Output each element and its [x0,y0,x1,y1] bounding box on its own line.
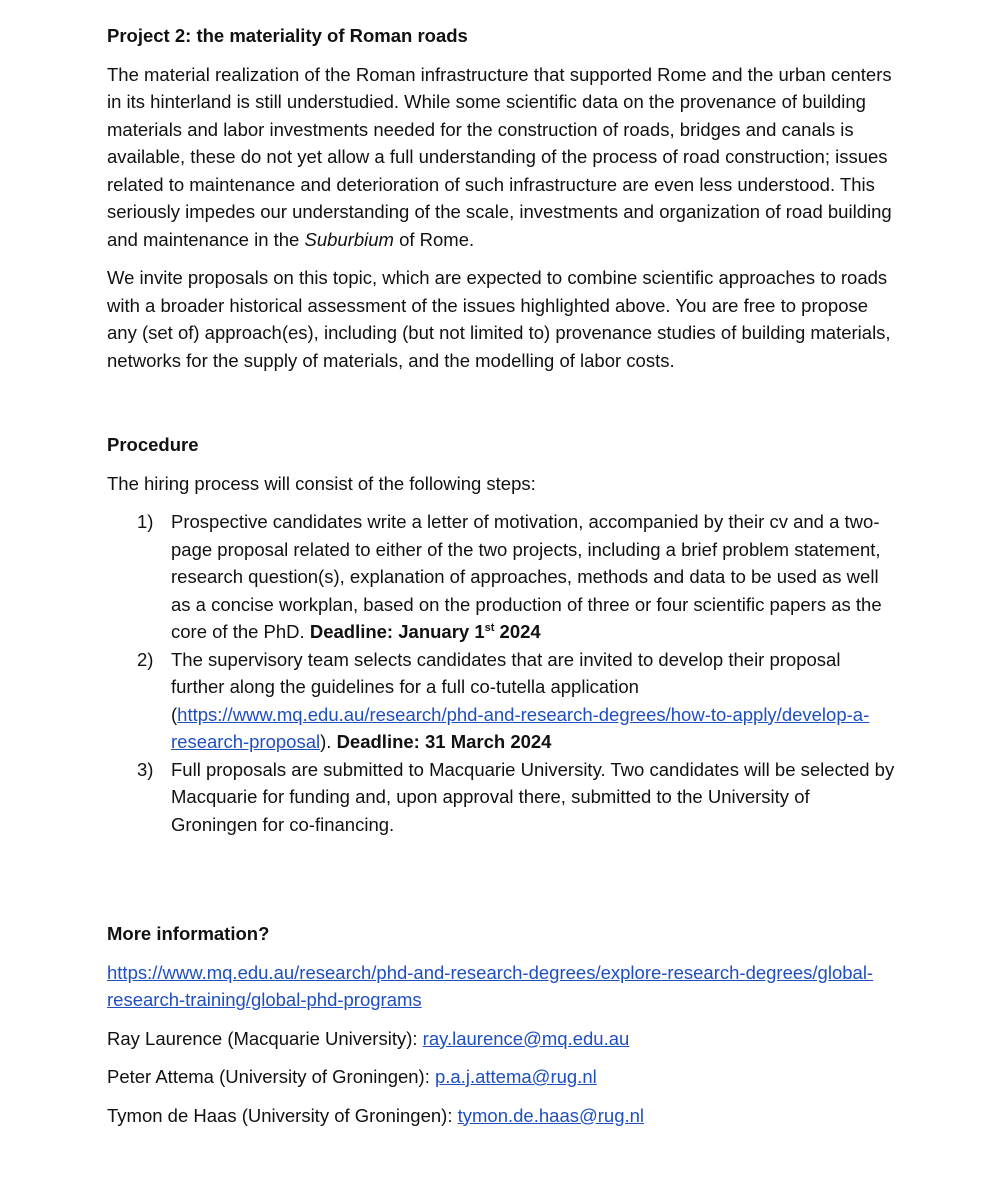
step-1-deadline-date: Deadline: January 1 [309,621,485,642]
step-2 [107,646,897,756]
step-1-deadline-year: 2024 [494,621,541,642]
procedure-steps-list [107,508,897,838]
research-proposal-link[interactable]: https://www.mq.edu.au/research/phd-and-research-degrees/how-to-apply/develop-a-research-proposal [171,703,870,752]
step-3 [107,756,897,839]
contact-label: Tymon de Haas (University of Groningen): [107,1104,458,1126]
step-3-number: 3) [137,758,154,780]
procedure-intro: The hiring process will consist of the following steps: [107,472,536,494]
step-2-deadline: Deadline: 31 March 2024 [336,731,552,752]
contact-ray-laurence [107,1025,897,1053]
email-link-peter-attema[interactable]: p.a.j.attema@rug.nl [435,1066,597,1087]
email-link-ray-laurence[interactable]: ray.laurence@mq.edu.au [422,1027,630,1049]
global-phd-programs-link[interactable]: https://www.mq.edu.au/research/phd-and-research-degrees/explore-research-degrees/global-research-training/global-phd-programs [107,961,874,1010]
contact-peter-attema [107,1063,897,1091]
document-page [107,22,897,1140]
step-3-text: Full proposals are submitted to Macquarie University. Two candidates will be selected by Macquarie for funding and, upon approval there, submitted to the University of Groningen for co-financing. [171,758,895,835]
step-1-number: 1) [137,511,154,532]
step-2-text-end: ). [320,731,337,752]
step-1-deadline [310,621,541,642]
project-2-heading: Project 2: the materiality of Roman roads [107,25,468,46]
step-2-text: The supervisory team selects candidates that are invited to develop their proposal further along the guidelines for a full co-tutella application ( [171,648,841,725]
step-2-number: 2) [137,648,154,670]
contact-label: Peter Attema (University of Groningen): [107,1066,435,1087]
step-1-text: Prospective candidates write a letter of motivation, accompanied by their cv and a two-page proposal related to either of the two projects, including a brief problem statement, research question(s), explanation of approaches, methods and data to be used as well as a concise workplan, based on the production of three or four scientific papers as the core of the PhD. [171,511,882,642]
spacer [107,838,897,920]
global-phd-programs-paragraph [107,959,897,1014]
project-2-paragraph-2: We invite proposals on this topic, which are expected to combine scientific approaches to roads with a broader historical assessment of the issues highlighted above. You are free to propose any (set of) approach(es), including (but not limited to) provenance studies of building materials, networks for the supply of materials, and the modelling of labor costs. [107,267,891,371]
contact-label: Ray Laurence (Macquarie University): [107,1027,423,1049]
spacer [107,385,897,431]
contact-tymon-de-haas [107,1102,897,1130]
email-link-tymon-de-haas[interactable]: tymon.de.haas@rug.nl [457,1104,645,1126]
paragraph-1-end: of Rome. [393,228,475,250]
procedure-heading: Procedure [107,434,199,455]
suburbium-term: Suburbium [304,228,394,250]
paragraph-1-text: The material realization of the Roman infrastructure that supported Rome and the urban centers in its hinterland is still understudied. While some scientific data on the provenance of building materials and labor investments needed for the construction of roads, bridges and canals is available, these do not yet allow a full understanding of the process of road construction; issues related to maintenance and deterioration of such infrastructure are even less understood. This seriously impedes our understanding of the scale, investments and organization of road building and maintenance in the [107,63,892,250]
more-information-heading: More information? [107,923,270,944]
step-1 [107,508,897,646]
step-1-deadline-ordinal: st [484,621,495,634]
project-2-paragraph-1 [107,61,897,254]
